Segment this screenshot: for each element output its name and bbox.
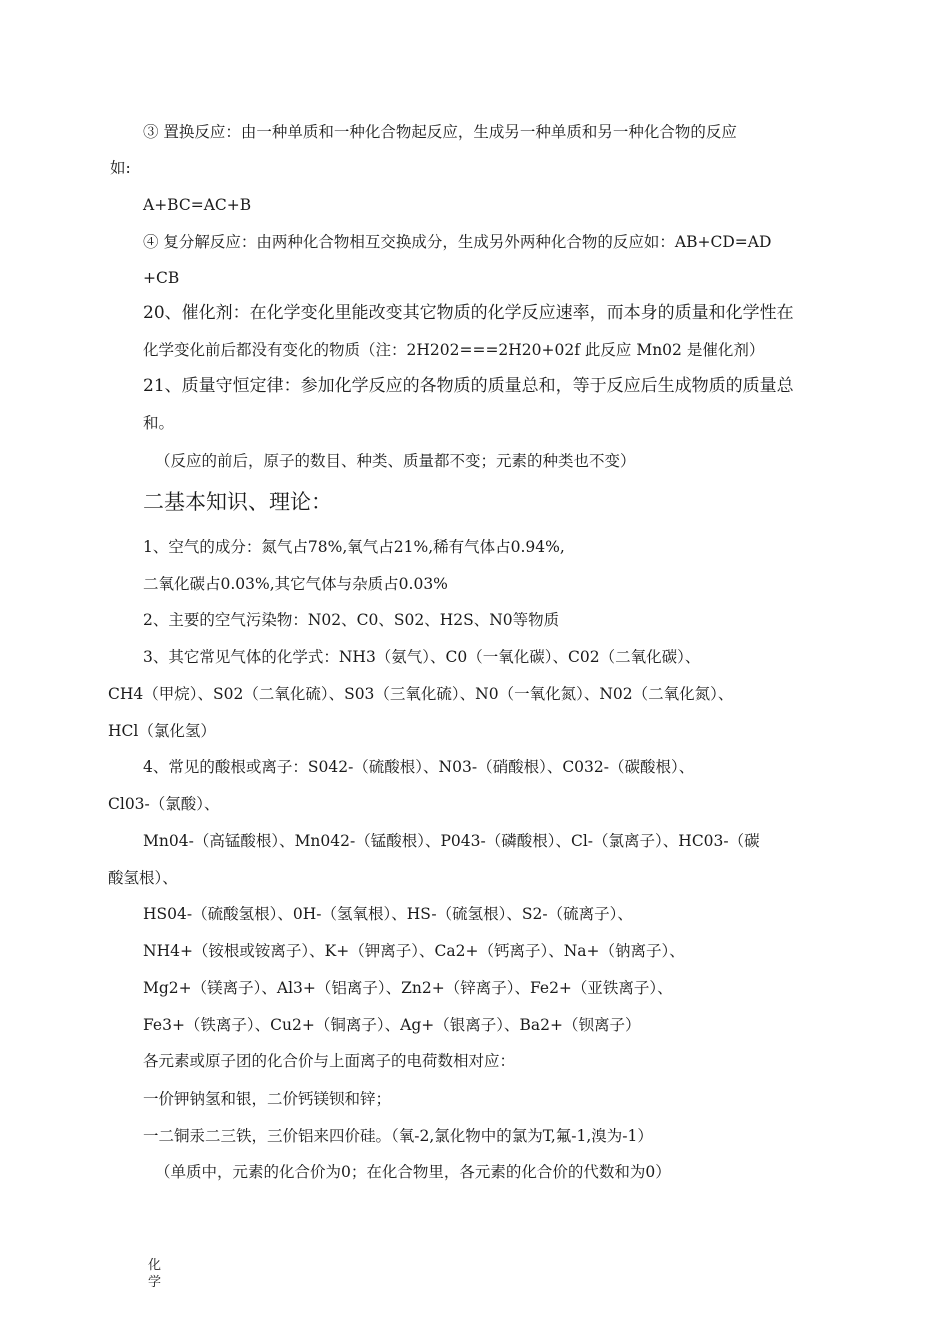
text-line-displacement-reaction: ③ 置换反应：由一种单质和一种化合物起反应，生成另一种单质和另一种化合物的反应	[143, 123, 737, 141]
text-line-common-gases: 3、其它常见气体的化学式：NH3（氨气）、C0（一氧化碳）、C02（二氧化碳）、	[143, 648, 701, 666]
text-line-valence-rhyme-2: 一二铜汞二三铁，三价铝来四价硅。（氧-2,氯化物中的氯为T,氟-1,溴为-1）	[143, 1127, 653, 1145]
text-line-common-gases-end: HCl（氯化氢）	[108, 722, 216, 740]
text-line-air-composition-cont: 二氧化碳占0.03%,其它气体与杂质占0.03%	[143, 575, 448, 593]
text-line-valence-intro: 各元素或原子团的化合价与上面离子的电荷数相对应：	[143, 1052, 516, 1070]
text-line-ions-2: NH4+（铵根或铵离子）、K+（钾离子）、Ca2+（钙离子）、Na+（钠离子）、	[143, 942, 685, 960]
text-line-valence-note: （单质中，元素的化合价为0；在化合物里，各元素的化合价的代数和为0）	[155, 1163, 671, 1181]
text-line-mass-conservation: 21、质量守恒定律：参加化学反应的各物质的质量总和，等于反应后生成物质的质量总	[143, 376, 794, 396]
footer-label-char-2: 学	[148, 1275, 162, 1290]
text-line-double-decomposition: ④ 复分解反应：由两种化合物相互交换成分，生成另外两种化合物的反应如：AB+CD=AD	[143, 233, 772, 251]
text-line-ions-3: Mg2+（镁离子）、Al3+（铝离子）、Zn2+（锌离子）、Fe2+（亚铁离子）、	[143, 979, 673, 997]
text-line-mass-conservation-note: （反应的前后，原子的数目、种类、质量都不变；元素的种类也不变）	[155, 452, 636, 470]
text-line-acid-radicals-2-cont: 酸氢根）、	[108, 869, 178, 887]
text-line-ions-1: HS04-（硫酸氢根）、0H-（氢氧根）、HS-（硫氢根）、S2-（硫离子）、	[143, 905, 633, 923]
text-line-displacement-formula: A+BC=AC+B	[143, 196, 252, 214]
text-line-acid-radicals-cont: Cl03-（氯酸）、	[108, 795, 220, 813]
text-line-double-decomposition-cont: +CB	[143, 269, 180, 287]
text-line-air-composition: 1、空气的成分：氮气占78%,氧气占21%,稀有气体占0.94%,	[143, 538, 565, 556]
text-line-air-pollutants: 2、主要的空气污染物：N02、C0、S02、H2S、N0等物质	[143, 611, 560, 629]
text-line-acid-radicals-2: Mn04-（高锰酸根）、Mn042-（锰酸根）、P043-（磷酸根）、Cl-（氯离子）、HC03-（碳	[143, 832, 760, 850]
text-line-acid-radicals: 4、常见的酸根或离子：S042-（硫酸根）、N03-（硝酸根）、C032-（碳酸根）、	[143, 758, 695, 776]
text-line-mass-conservation-cont: 和。	[143, 414, 175, 432]
text-line-common-gases-cont: CH4（甲烷）、S02（二氧化硫）、S03（三氧化硫）、N0（一氧化氮）、N02（二氧化氮）、	[108, 685, 734, 703]
text-line-catalyst-cont: 化学变化前后都没有变化的物质（注：2H202===2H20+02f 此反应 Mn02 是催化剂）	[143, 341, 765, 359]
text-line-catalyst: 20、催化剂：在化学变化里能改变其它物质的化学反应速率，而本身的质量和化学性在	[143, 303, 794, 323]
text-line-ions-4: Fe3+（铁离子）、Cu2+（铜离子）、Ag+（银离子）、Ba2+（钡离子）	[143, 1016, 641, 1034]
text-line-valence-rhyme-1: 一价钾钠氢和银，二价钙镁钡和锌；	[143, 1090, 392, 1108]
footer-label-char-1: 化	[148, 1258, 162, 1273]
section-heading-basic-knowledge: 二基本知识、理论：	[143, 490, 332, 514]
text-line-example-label: 如:	[110, 159, 131, 177]
